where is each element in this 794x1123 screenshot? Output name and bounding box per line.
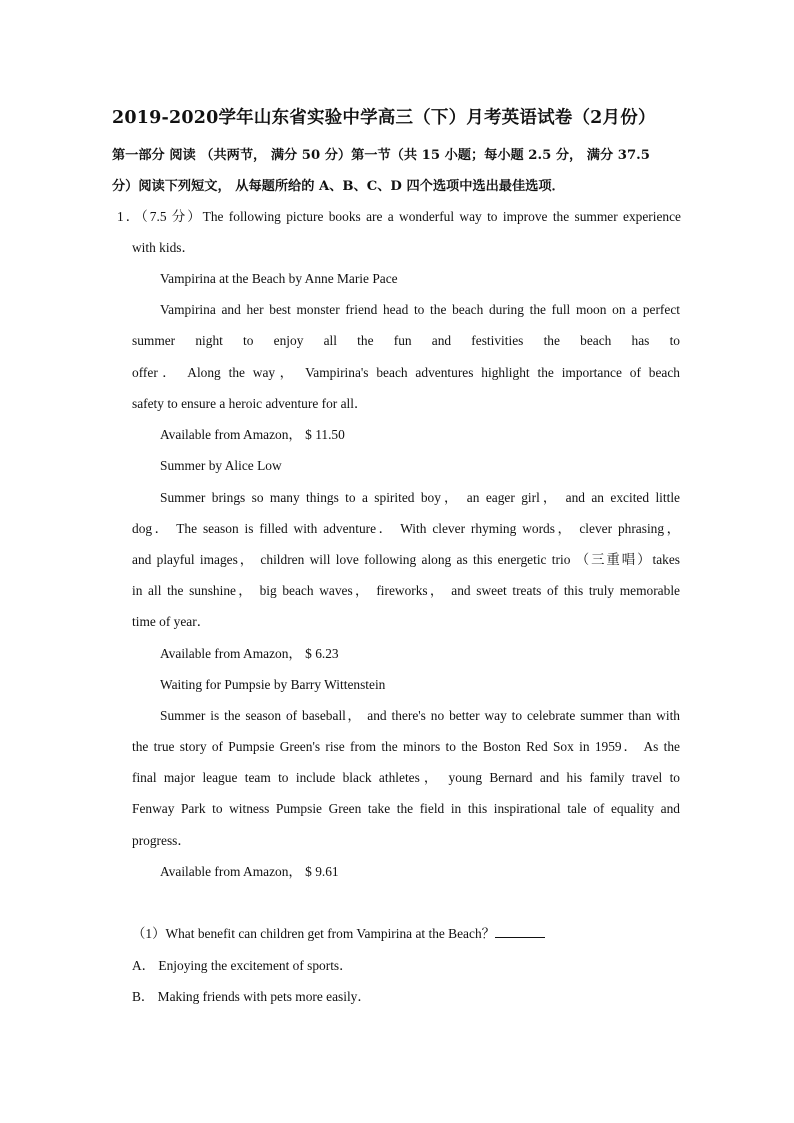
book-paragraph-line: time of year． [132, 614, 211, 629]
book-title-vampirina: Vampirina at the Beach by Anne Marie Pace [160, 271, 398, 286]
book-paragraph-line: progress． [132, 833, 191, 848]
book-paragraph-line: Summer is the season of baseball， and there's no better way to celebrate summer than with [160, 708, 680, 723]
question-intro-line-1: 1．（7.5 分）The following picture books are a wonderful way to improve the summer experience [117, 209, 681, 224]
book-title-summer: Summer by Alice Low [160, 458, 282, 473]
sub-question-text: （1）What benefit can children get from Vampirina at the Beach？ [132, 926, 496, 941]
book-paragraph-line: Summer brings so many things to a spirited boy， an eager girl， and an excited little [160, 490, 680, 505]
section-header-line-1: 第一部分 阅读 （共两节， 满分 50 分）第一节（共 15 小题；每小题 2.5 分， 满分 37.5 [112, 148, 650, 163]
book-paragraph-line: Fenway Park to witness Pumpsie Green take the field in this inspirational tale of equality and [132, 801, 680, 816]
book-paragraph-line: Vampirina and her best monster friend head to the beach during the full moon on a perfect [160, 302, 680, 317]
answer-blank [495, 925, 545, 938]
book-price-line: Available from Amazon， $ 11.50 [160, 427, 345, 442]
book-paragraph-line: the true story of Pumpsie Green's rise from the minors to the Boston Red Sox in 1959． As the [132, 739, 680, 754]
book-paragraph-line: summer night to enjoy all the fun and festivities the beach has to [132, 333, 680, 348]
book-paragraph-line: safety to ensure a heroic adventure for all． [132, 396, 368, 411]
question-intro-line-2: with kids． [132, 240, 195, 255]
book-price-line: Available from Amazon， $ 6.23 [160, 646, 339, 661]
book-paragraph-line: dog． The season is filled with adventure． With clever rhyming words， clever phrasing， [132, 521, 680, 536]
book-paragraph-line: in all the sunshine， big beach waves， fireworks， and sweet treats of this truly memorable [132, 583, 680, 598]
book-paragraph-line: offer． Along the way， Vampirina's beach adventures highlight the importance of beach [132, 365, 680, 380]
book-price-line: Available from Amazon， $ 9.61 [160, 864, 339, 879]
option-b: B． Making friends with pets more easily． [132, 989, 371, 1004]
book-title-pumpsie: Waiting for Pumpsie by Barry Wittenstein [160, 677, 386, 692]
book-paragraph-line: final major league team to include black athletes， young Bernard and his family travel to [132, 770, 680, 785]
section-header-line-2: 分）阅读下列短文， 从每题所给的 A、B、C、D 四个选项中选出最佳选项． [112, 179, 565, 194]
exam-title: 2019-2020学年山东省实验中学高三（下）月考英语试卷（2月份） [112, 108, 656, 128]
option-a: A． Enjoying the excitement of sports． [132, 958, 353, 973]
book-paragraph-line: and playful images， children will love following along as this energetic trio （三重唱）takes [132, 552, 680, 567]
sub-question-1 [132, 924, 545, 944]
